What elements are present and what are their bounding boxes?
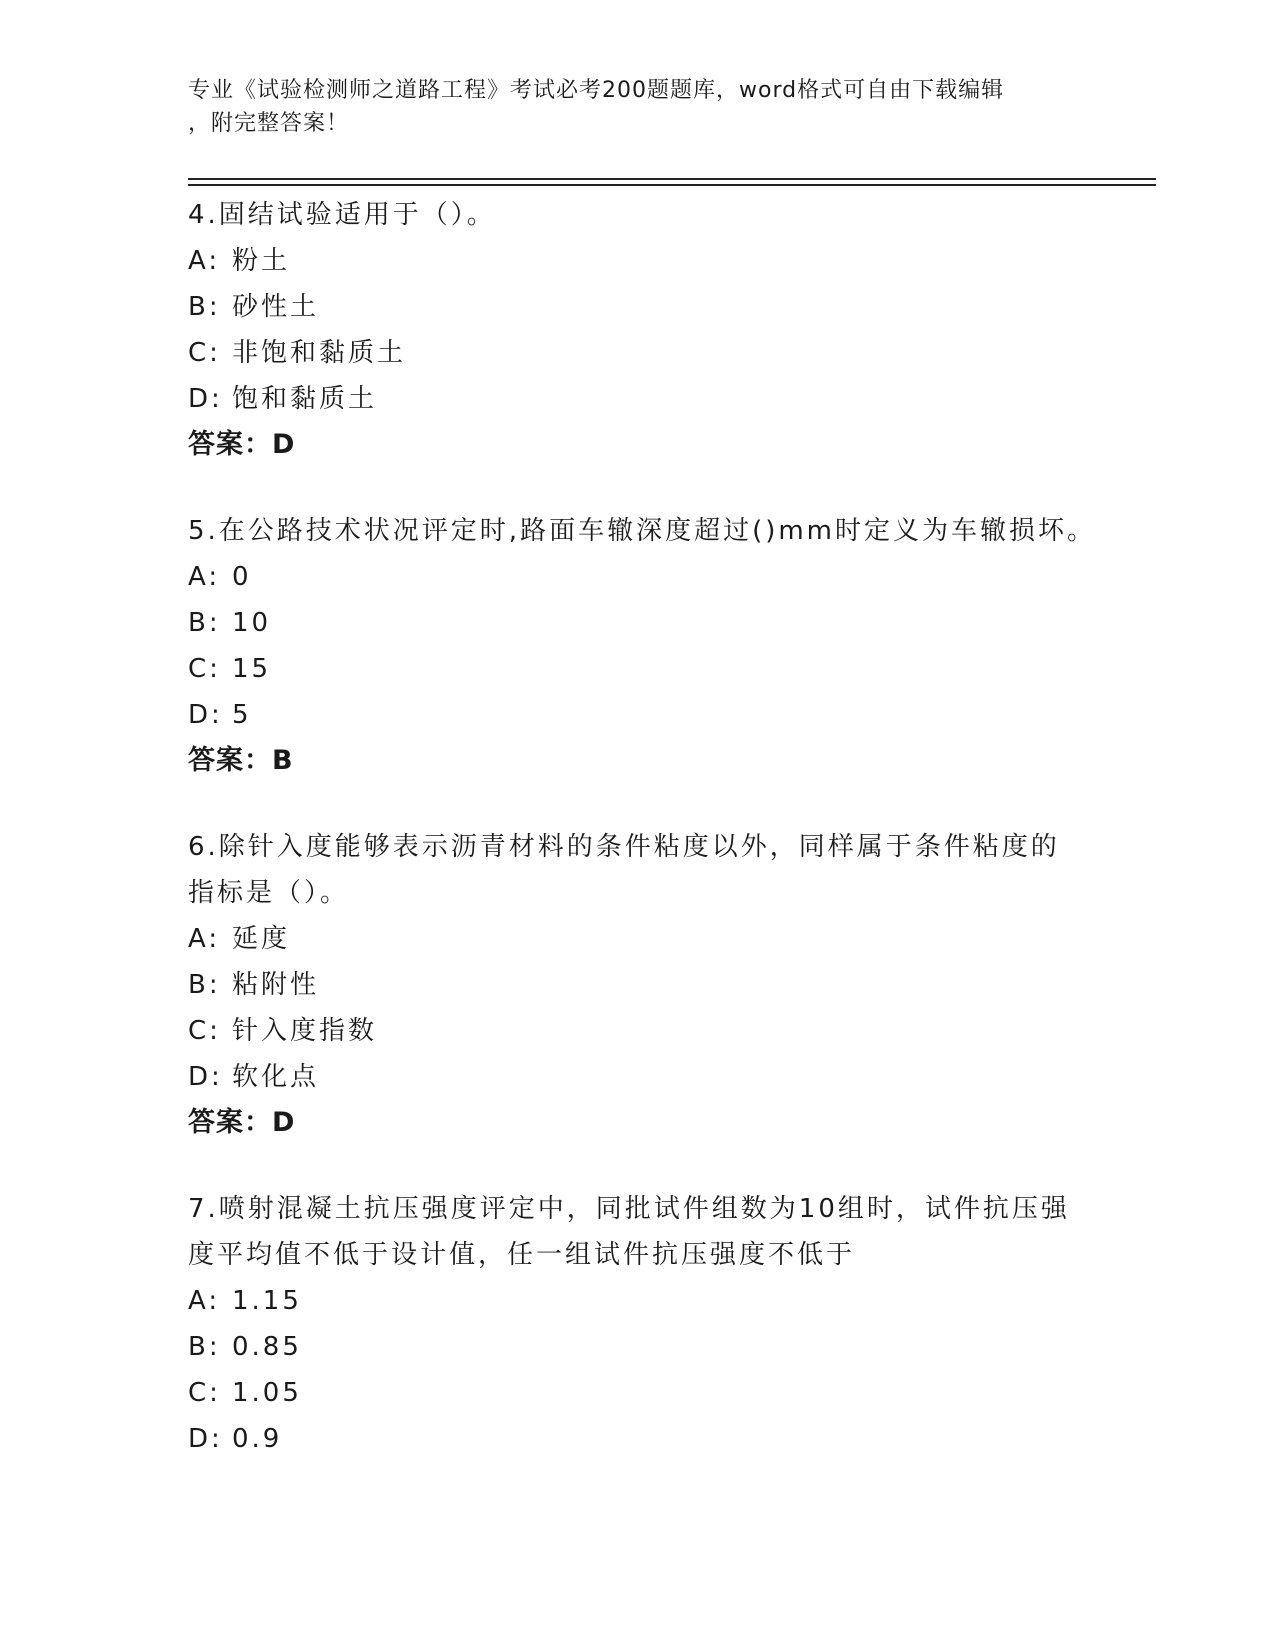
option-key: A: xyxy=(188,924,221,954)
option-text: 10 xyxy=(232,608,272,638)
option-text: 1.05 xyxy=(232,1378,302,1408)
option-c xyxy=(188,646,1088,692)
option-text: 粉土 xyxy=(232,246,291,276)
option-b xyxy=(188,1324,1088,1370)
option-text: 针入度指数 xyxy=(232,1016,378,1046)
option-key: A: xyxy=(188,562,221,592)
option-text: 1.15 xyxy=(232,1286,302,1316)
option-c xyxy=(188,1370,1088,1416)
option-b xyxy=(188,284,1088,330)
document-header xyxy=(188,74,1088,140)
option-key: B: xyxy=(188,1332,221,1362)
option-key: B: xyxy=(188,608,221,638)
option-c xyxy=(188,330,1088,376)
option-d xyxy=(188,1054,1088,1100)
option-key: D: xyxy=(188,1062,223,1092)
question-6 xyxy=(188,824,1088,1146)
option-text: 非饱和黏质土 xyxy=(232,338,407,368)
option-b xyxy=(188,962,1088,1008)
option-key: D: xyxy=(188,384,223,414)
option-text: 0.9 xyxy=(232,1424,283,1454)
option-text: 0.85 xyxy=(232,1332,302,1362)
header-line-2: ，附完整答案！ xyxy=(188,111,350,136)
question-text: 6.除针入度能够表示沥青材料的条件粘度以外，同样属于条件粘度的 xyxy=(188,832,1060,862)
option-text: 延度 xyxy=(232,924,291,954)
question-list xyxy=(188,192,1097,1502)
option-key: D: xyxy=(188,700,223,730)
option-a xyxy=(188,1278,1088,1324)
header-divider-bottom xyxy=(188,184,1156,186)
option-text: 粘附性 xyxy=(232,970,320,1000)
question-4 xyxy=(188,192,1088,468)
option-key: C: xyxy=(188,1378,221,1408)
option-a xyxy=(188,554,1088,600)
option-d xyxy=(188,376,1088,422)
question-text-continued: 度平均值不低于设计值，任一组试件抗压强度不低于 xyxy=(188,1240,856,1270)
option-b xyxy=(188,600,1088,646)
option-c xyxy=(188,1008,1088,1054)
option-text: 饱和黏质土 xyxy=(232,384,378,414)
option-key: A: xyxy=(188,1286,221,1316)
answer-line: 答案：D xyxy=(188,1107,296,1138)
option-a xyxy=(188,916,1088,962)
option-text: 5 xyxy=(232,700,252,730)
option-key: C: xyxy=(188,654,221,684)
question-text-continued: 指标是（）。 xyxy=(188,878,350,908)
option-key: B: xyxy=(188,970,221,1000)
header-divider-top xyxy=(188,178,1156,180)
question-5 xyxy=(188,508,1097,784)
option-text: 15 xyxy=(232,654,272,684)
option-key: C: xyxy=(188,1016,221,1046)
question-7 xyxy=(188,1186,1088,1462)
option-key: D: xyxy=(188,1424,223,1454)
question-text: 4.固结试验适用于（）。 xyxy=(188,200,496,230)
option-key: B: xyxy=(188,292,221,322)
question-text: 7.喷射混凝土抗压强度评定中，同批试件组数为10组时，试件抗压强 xyxy=(188,1194,1070,1224)
option-text: 砂性土 xyxy=(232,292,320,322)
option-text: 0 xyxy=(232,562,252,592)
answer-line: 答案：D xyxy=(188,429,296,460)
option-d xyxy=(188,1416,1088,1462)
option-text: 软化点 xyxy=(232,1062,320,1092)
option-key: A: xyxy=(188,246,221,276)
question-text: 5.在公路技术状况评定时,路面车辙深度超过()mm时定义为车辙损坏。 xyxy=(188,516,1097,546)
option-key: C: xyxy=(188,338,221,368)
option-d xyxy=(188,692,1088,738)
option-a xyxy=(188,238,1088,284)
header-line-1: 专业《试验检测师之道路工程》考试必考200题题库，word格式可自由下载编辑 xyxy=(188,78,1005,103)
answer-line: 答案：B xyxy=(188,745,294,776)
